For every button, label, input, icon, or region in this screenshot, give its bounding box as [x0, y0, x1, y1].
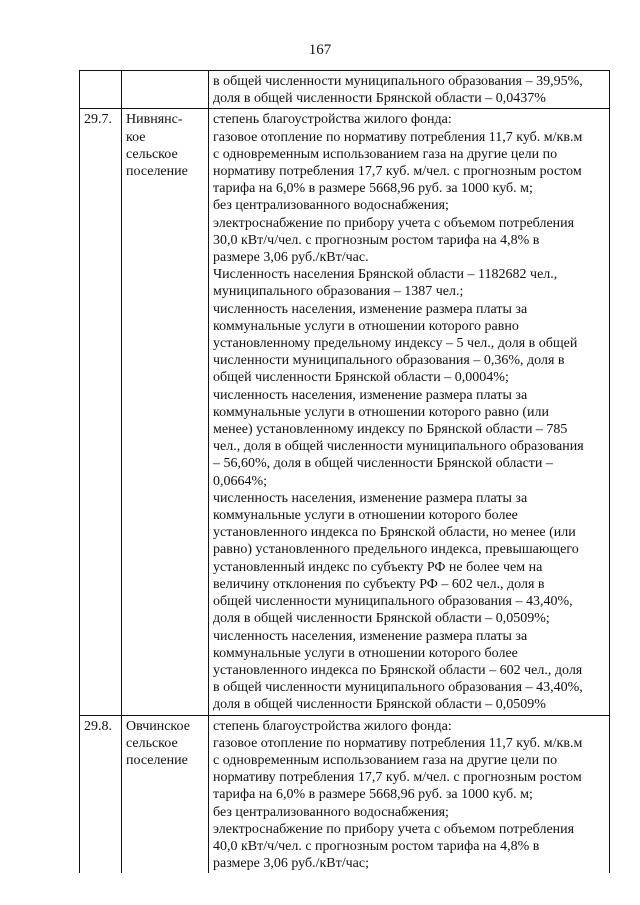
- description-line: муниципального образования – 1387 чел.;: [213, 284, 464, 300]
- description-line: размере 3,06 руб./кВт/час;: [213, 856, 369, 872]
- description-line: нормативу потребления 17,7 куб. м/чел. с прогнозным ростом: [213, 770, 582, 786]
- description-line: чел., доля в общей численности муниципального образования: [213, 439, 584, 455]
- description-line: газовое отопление по нормативу потребления 11,7 куб. м/кв.м: [213, 735, 583, 751]
- item-number: 29.7.: [84, 112, 112, 128]
- description-line: доля в общей численности Брянской области – 0,0509%: [213, 697, 546, 713]
- description-line: электроснабжение по прибору учета с объемом потребления: [213, 215, 575, 231]
- description-line: 30,0 кВт/ч/чел. с прогнозным ростом тарифа на 4,8% в: [213, 232, 540, 248]
- description-line: без централизованного водоснабжения;: [213, 804, 449, 820]
- description-line: – 56,60%, доля в общей численности Брянской области –: [213, 456, 553, 472]
- description-line: менее) установленному индексу по Брянской области – 785: [213, 422, 568, 438]
- description-line: 0,0664%;: [213, 473, 268, 489]
- tariff-table: [79, 70, 610, 873]
- table-row: [80, 71, 610, 109]
- description-line: общей численности муниципального образования – 43,40%,: [213, 594, 573, 610]
- settlement-name-cell: [122, 71, 209, 109]
- page-number: 167: [308, 42, 332, 58]
- description-line: численность населения, изменение размера платы за: [213, 490, 528, 506]
- description-line: установленному предельному индексу – 5 чел., доля в общей: [213, 336, 578, 352]
- description-line: с одновременным использованием газа на другие цели по: [213, 146, 558, 162]
- settlement-name-line: кое: [126, 129, 146, 145]
- description-line: тарифа на 6,0% в размере 5668,96 руб. за 1000 куб. м;: [213, 787, 533, 803]
- description-line: равно) установленного предельного индекса, превышающего: [213, 542, 579, 558]
- description-line: установленного индекса по Брянской области, но менее (или: [213, 525, 576, 541]
- description-cell: [209, 715, 610, 873]
- description-line: величину отклонения по субъекту РФ – 602 чел., доля в: [213, 576, 545, 592]
- description-cell: [209, 109, 610, 715]
- description-line: 40,0 кВт/ч/чел. с прогнозным ростом тарифа на 4,8% в: [213, 838, 540, 854]
- table-body: [80, 71, 610, 874]
- description-line: установленного индекса по Брянской области – 602 чел., доля: [213, 662, 583, 678]
- description-line: численность населения, изменение размера платы за: [213, 628, 528, 644]
- settlement-name-cell: [122, 715, 209, 873]
- description-line: газовое отопление по нормативу потребления 11,7 куб. м/кв.м: [213, 129, 583, 145]
- description-line: коммунальные услуги в отношении которого более: [213, 508, 518, 524]
- description-line: Численность населения Брянской области – 1182682 чел.,: [213, 267, 558, 283]
- description-line: установленный индекс по субъекту РФ не более чем на: [213, 559, 543, 575]
- description-cell: [209, 71, 610, 109]
- settlement-name-line: поселение: [126, 164, 188, 180]
- description-line: степень благоустройства жилого фонда:: [213, 112, 452, 128]
- settlement-name-line: Нивнянс-: [126, 112, 183, 128]
- description-line: степень благоустройства жилого фонда:: [213, 718, 452, 734]
- description-line: общей численности Брянской области – 0,0004%;: [213, 370, 509, 386]
- description-line: нормативу потребления 17,7 куб. м/чел. с прогнозным ростом: [213, 164, 582, 180]
- description-line: в общей численности муниципального образования – 39,95%,: [213, 74, 583, 89]
- description-line: доля в общей численности Брянской области – 0,0437%: [213, 91, 546, 107]
- item-number-cell: [80, 109, 122, 715]
- description-line: электроснабжение по прибору учета с объемом потребления: [213, 821, 575, 837]
- description-line: численности муниципального образования – 0,36%, доля в: [213, 353, 565, 369]
- description-line: без централизованного водоснабжения;: [213, 198, 449, 214]
- item-number-cell: [80, 71, 122, 109]
- description-line: коммунальные услуги в отношении которого равно (или: [213, 404, 549, 420]
- description-line: коммунальные услуги в отношении которого более: [213, 645, 518, 661]
- item-number: 29.8.: [84, 718, 112, 734]
- description-line: в общей численности муниципального образования – 43,40%,: [213, 680, 583, 696]
- settlement-name-line: поселение: [126, 752, 188, 768]
- table-row: [80, 109, 610, 715]
- table-row: [80, 715, 610, 873]
- settlement-name-line: сельское: [126, 735, 178, 751]
- settlement-name-line: сельское: [126, 146, 178, 162]
- description-line: коммунальные услуги в отношении которого равно: [213, 318, 519, 334]
- item-number-cell: [80, 715, 122, 873]
- description-line: тарифа на 6,0% в размере 5668,96 руб. за 1000 куб. м;: [213, 181, 533, 197]
- settlement-name-cell: [122, 109, 209, 715]
- description-line: размере 3,06 руб./кВт/час.: [213, 250, 369, 266]
- description-line: численность населения, изменение размера платы за: [213, 301, 528, 317]
- settlement-name-line: Овчинское: [126, 718, 190, 734]
- description-line: с одновременным использованием газа на другие цели по: [213, 752, 558, 768]
- description-line: численность населения, изменение размера платы за: [213, 387, 528, 403]
- description-line: доля в общей численности Брянской области – 0,0509%;: [213, 611, 550, 627]
